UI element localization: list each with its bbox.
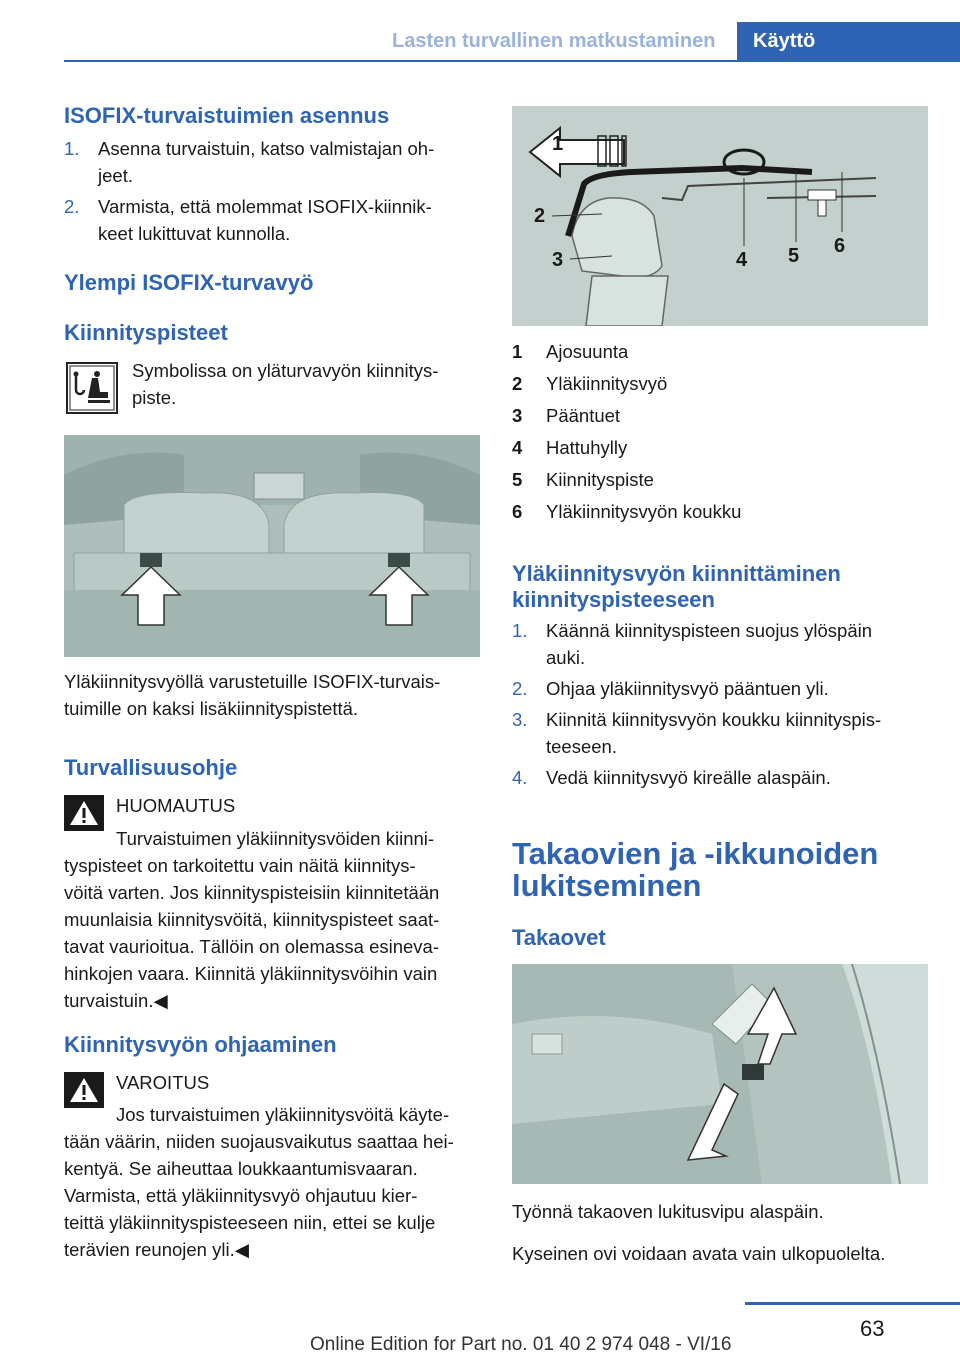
heading-rear-doors: Takaovet [512, 925, 606, 950]
note-line: muunlaisia kiinnitysvöitä, kiinnityspisteet saat- [64, 909, 440, 930]
warning-line: Jos turvaistuimen yläkiinnitysvöitä käyte- [116, 1104, 450, 1125]
list-text: Vedä kiinnitysvyö kireälle alaspäin. [546, 767, 831, 788]
callout-number: 4 [736, 249, 748, 271]
warning-line: teittä yläkiinnityspisteeseen niin, ettei se kulje [64, 1212, 436, 1233]
list-item [64, 193, 484, 247]
rear-door-lock-image [512, 964, 928, 1184]
warning-line: kentyä. Se aiheuttaa loukkaantumisvaaran. [64, 1158, 418, 1179]
heading-belt-routing: Kiinnitysvyön ohjaaminen [64, 1032, 337, 1057]
list-text: Varmista, että molemmat ISOFIX-kiinnik- keet lukittuvat kunnolla. [98, 196, 432, 244]
list-text: Ohjaa yläkiinnitysvyö pääntuen yli. [546, 678, 829, 699]
note-line: turvaistuin.◀ [64, 990, 168, 1011]
warning-label: VAROITUS [116, 1072, 210, 1093]
heading-upper-tether: Ylempi ISOFIX-turvavyö [64, 270, 314, 295]
symbol-description: Symbolissa on yläturvavyön kiinnitys- piste. [132, 360, 439, 408]
list-item [512, 764, 932, 791]
header-section-title: Lasten turvallinen matkustaminen [392, 30, 716, 52]
list-item [64, 135, 484, 189]
diagram-legend: 1 Ajosuunta 2 Yläkiinnitysvyö 3 Pääntuet 4 Hattuhylly 5 Kiinnityspiste 6 Yläkiinnitysvyön koukku [512, 341, 742, 522]
image-caption: Yläkiinnitysvyöllä varustetuille ISOFIX-turvais- tuimille on kaksi lisäkiinnityspistettä. [64, 671, 441, 719]
list-text: Käännä kiinnityspisteen suojus ylöspäin auki. [546, 620, 873, 668]
page-number: 63 [860, 1316, 885, 1341]
heading-rear-locking: Takaovien ja -ikkunoiden lukitseminen [512, 836, 879, 903]
note-line: Turvaistuimen yläkiinnitysvöiden kiinni- [116, 828, 435, 849]
list-item [512, 675, 932, 702]
note-line: tavat vaurioitua. Tällöin on olemassa esineva- [64, 936, 440, 957]
note-line: hinkojen vaara. Kiinnitä yläkiinnitysvöihin vain [64, 963, 438, 984]
tether-diagram [512, 106, 928, 326]
list-number: 4. [512, 767, 528, 788]
list-text: Asenna turvaistuin, katso valmistajan oh- jeet. [98, 138, 435, 186]
open-note: Kyseinen ovi voidaan avata vain ulkopuolelta. [512, 1243, 886, 1264]
list-number: 3. [512, 709, 528, 730]
footer-rule [745, 1302, 960, 1305]
header-rule [64, 60, 960, 62]
push-instruction: Työnnä takaoven lukitusvipu alaspäin. [512, 1201, 824, 1222]
list-item [512, 617, 932, 671]
warning-line: terävien reunojen yli.◀ [64, 1239, 249, 1260]
list-number: 2. [512, 678, 528, 699]
heading-attach-tether: Yläkiinnitysvyön kiinnittäminen kiinnityspisteeseen [512, 561, 841, 612]
warning-icon [64, 1072, 104, 1113]
list-number: 2. [64, 196, 80, 217]
list-text: Kiinnitä kiinnitysvyön koukku kiinnityspis- teeseen. [546, 709, 882, 757]
edition-note: Online Edition for Part no. 01 40 2 974 048 - VI/16 [310, 1334, 732, 1355]
heading-anchor-points: Kiinnityspisteet [64, 320, 228, 345]
header-chapter-tab [737, 22, 960, 62]
warning-line: Varmista, että yläkiinnitysvyö ohjautuu kier- [64, 1185, 418, 1206]
header-chapter-label: Käyttö [753, 30, 816, 52]
list-number: 1. [512, 620, 528, 641]
callout-number: 2 [534, 205, 546, 227]
callout-number: 3 [552, 249, 564, 271]
note-label: HUOMAUTUS [116, 795, 236, 816]
note-line: vöitä varten. Jos kiinnityspisteisiin kiinnitetään [64, 882, 440, 903]
callout-number: 5 [788, 245, 800, 267]
callout-number: 1 [552, 133, 564, 155]
list-item [512, 706, 932, 760]
callout-number: 6 [834, 235, 846, 257]
note-line: tyspisteet on tarkoitettu vain näitä kiinnitys- [64, 855, 416, 876]
rear-seat-anchors-image [64, 435, 480, 657]
heading-isofix: ISOFIX-turvaistuimien asennus [64, 103, 390, 128]
heading-safety: Turvallisuusohje [64, 755, 238, 780]
warning-line: tään väärin, niiden suojausvaikutus saattaa hei- [64, 1131, 454, 1152]
warning-icon [64, 795, 104, 836]
child-seat-anchor-icon [66, 362, 118, 414]
list-number: 1. [64, 138, 80, 159]
